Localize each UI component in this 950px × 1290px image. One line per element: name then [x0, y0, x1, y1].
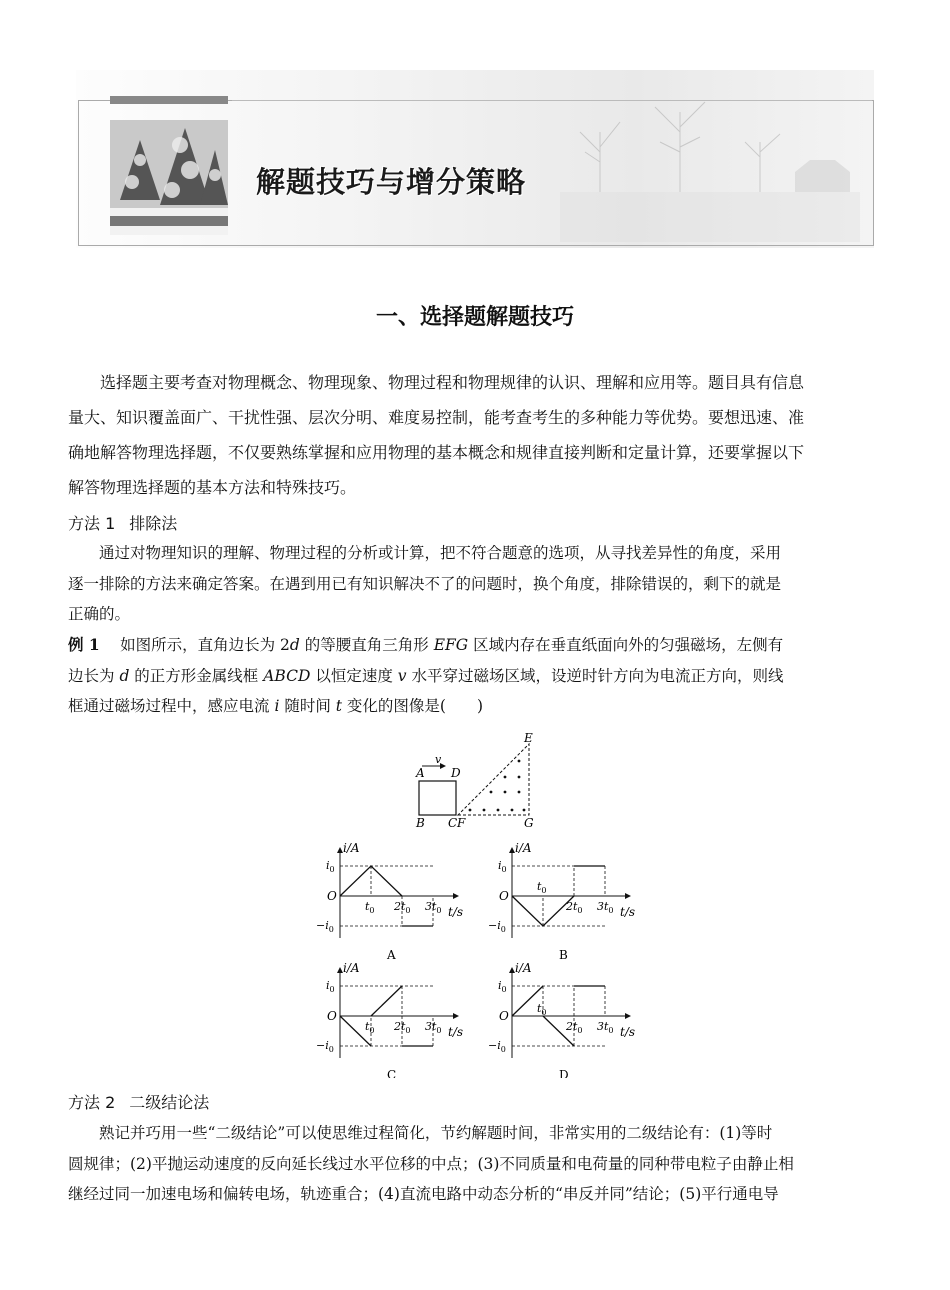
x-axis-label: t/s	[620, 1025, 636, 1039]
origin-label: O	[499, 889, 509, 903]
example-text: 以恒定速度	[310, 666, 398, 685]
math-var: ABCD	[263, 666, 311, 685]
option-label-c: C	[387, 1068, 397, 1078]
example1-line	[68, 691, 880, 722]
example1-line	[68, 661, 880, 692]
square-frame-abcd	[419, 781, 456, 815]
y-axis-label: i/A	[343, 841, 360, 855]
option-label-a: A	[387, 948, 396, 962]
method2-line: 圆规律；(2)平抛运动速度的反向延长线过水平位移的中点；(3)不同质量和电荷量的同种带电粒子由静止相	[68, 1154, 794, 1173]
example1-line	[68, 630, 880, 661]
i0-tick-label: $i_0$	[498, 859, 507, 874]
y-axis-label: i/A	[343, 961, 360, 975]
intro-line: 确地解答物理选择题，不仅要熟练掌握和应用物理的基本概念和规律直接判断和定量计算，还要掌握以下	[68, 443, 805, 462]
method1-name: 排除法	[129, 514, 178, 533]
intro-line: 选择题主要考查对物理概念、物理现象、物理过程和物理规律的认识、理解和应用等。题目具有信息	[100, 373, 805, 392]
t0-tick-label: $t_0$	[537, 880, 547, 895]
intro-line: 量大、知识覆盖面广、干扰性强、层次分明、难度易控制，能考查考生的多种能力等优势。要想迅速、准	[68, 408, 805, 427]
2t0-tick-label: $2t_0$	[394, 1020, 411, 1035]
method1-line: 通过对物理知识的理解、物理过程的分析或计算，把不符合题意的选项，从寻找差异性的角度，采用	[99, 544, 782, 562]
graph-panel	[488, 961, 635, 1078]
2t0-tick-label: $2t_0$	[566, 900, 583, 915]
method2-name: 二级结论法	[129, 1093, 210, 1112]
label-a: A	[416, 766, 425, 780]
method1-label: 方法 1	[68, 514, 116, 533]
method2-heading	[68, 1090, 209, 1113]
3t0-tick-label: $3t_0$	[597, 1020, 614, 1035]
method2-paragraph	[68, 1118, 880, 1210]
x-axis-label: t/s	[620, 905, 636, 919]
i0-tick-label: $i_0$	[326, 859, 335, 874]
section-title: 一、选择题解题技巧	[375, 305, 574, 330]
triangle-efg	[458, 744, 529, 815]
example-text: 变化的图像是( )	[342, 697, 484, 715]
banner-divider	[232, 100, 872, 101]
method1-heading	[68, 511, 177, 534]
example-text: 框通过磁场过程中，感应电流	[68, 697, 275, 715]
graph-panel	[488, 841, 635, 962]
current-waveform	[371, 986, 402, 1016]
math-var: d	[289, 636, 300, 654]
option-graphs	[316, 841, 635, 1078]
intro-paragraph	[68, 365, 880, 505]
label-g: G	[524, 816, 534, 830]
example-text: 的等腰直角三角形	[299, 636, 434, 654]
math-var: EFG	[433, 636, 469, 654]
t0-tick-label: $t_0$	[365, 900, 375, 915]
banner-title: 解题技巧与增分策略	[256, 165, 527, 199]
i0-tick-label: $i_0$	[326, 979, 335, 994]
2t0-tick-label: $2t_0$	[566, 1020, 583, 1035]
example1-label: 例 1	[68, 635, 100, 654]
method2-line: 继经过同一加速电场和偏转电场，轨迹重合；(4)直流电路中动态分析的“串反并同”结论；(5)平行通电导	[68, 1185, 779, 1203]
label-e: E	[524, 731, 533, 745]
label-d: D	[451, 766, 461, 780]
graph-panel	[316, 961, 463, 1078]
neg-i0-tick-label: $-i_0$	[316, 919, 334, 934]
neg-i0-tick-label: $-i_0$	[316, 1039, 334, 1054]
example-text: 如图所示，直角边长为 2	[120, 636, 290, 654]
example-text: 的正方形金属线框	[129, 666, 264, 685]
snow-tree-photo	[110, 120, 228, 235]
t0-tick-label: $t_0$	[537, 1002, 547, 1017]
label-f: F	[457, 816, 466, 830]
origin-label: O	[327, 1009, 337, 1023]
i0-tick-label: $i_0$	[498, 979, 507, 994]
3t0-tick-label: $3t_0$	[425, 1020, 442, 1035]
method2-label: 方法 2	[68, 1093, 116, 1112]
label-c: C	[448, 816, 458, 830]
example1-paragraph	[68, 630, 880, 722]
label-b: B	[416, 816, 425, 830]
math-var: t	[335, 697, 342, 715]
method2-line: 熟记并巧用一些“二级结论”可以使思维过程简化，节约解题时间，非常实用的二级结论有：(1)等时	[99, 1124, 773, 1142]
math-var: v	[397, 666, 407, 685]
graph-panel	[316, 841, 463, 962]
example-text: 区域内存在垂直纸面向外的匀强磁场，左侧有	[468, 636, 784, 654]
math-var: d	[119, 666, 130, 685]
method1-line: 逐一排除的方法来确定答案。在遇到用已有知识解决不了的问题时，换个角度，排除错误的，剩下的就是	[68, 574, 782, 593]
neg-i0-tick-label: $-i_0$	[488, 1039, 506, 1054]
method1-paragraph	[68, 538, 880, 630]
3t0-tick-label: $3t_0$	[425, 900, 442, 915]
label-v: v	[435, 753, 442, 766]
y-axis-label: i/A	[515, 841, 532, 855]
t0-tick-label: $t_0$	[365, 1020, 375, 1035]
example-text: 随时间	[279, 697, 336, 715]
option-label-d: D	[559, 1068, 569, 1078]
method1-line: 正确的。	[68, 605, 131, 623]
option-label-b: B	[559, 948, 568, 962]
x-axis-label: t/s	[448, 1025, 464, 1039]
origin-label: O	[327, 889, 337, 903]
intro-line: 解答物理选择题的基本方法和特殊技巧。	[68, 478, 357, 497]
banner-accent-bar	[110, 96, 228, 104]
math-var: i	[274, 697, 280, 715]
magnetic-field-dots	[469, 760, 526, 812]
3t0-tick-label: $3t_0$	[597, 900, 614, 915]
y-axis-label: i/A	[515, 961, 532, 975]
example1-figure	[300, 728, 650, 1078]
setup-diagram	[415, 731, 534, 830]
example-text: 水平穿过磁场区域，设逆时针方向为电流正方向，则线	[406, 666, 784, 685]
neg-i0-tick-label: $-i_0$	[488, 919, 506, 934]
x-axis-label: t/s	[448, 905, 464, 919]
2t0-tick-label: $2t_0$	[394, 900, 411, 915]
example-text: 边长为	[68, 666, 120, 685]
origin-label: O	[499, 1009, 509, 1023]
